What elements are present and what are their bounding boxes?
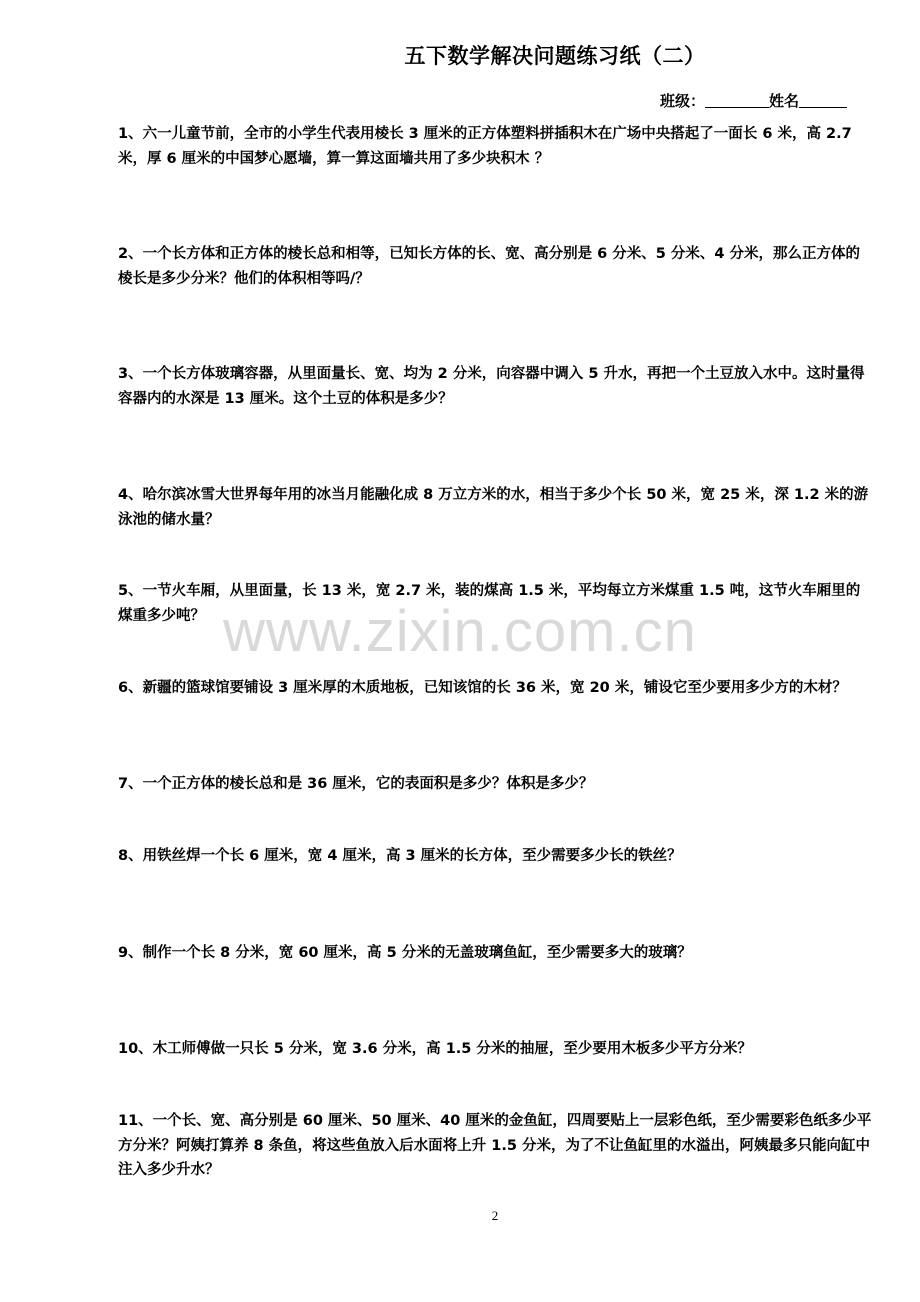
question-10: 10、木工师傅做一只长 5 分米，宽 3.6 分米，高 1.5 分米的抽屉，至少要用木板多少平方分米？: [118, 1041, 752, 1057]
question-7: 7、一个正方体的棱长总和是 36 厘米，它的表面积是多少？体积是多少？: [118, 776, 594, 792]
question-6: 6、新疆的篮球馆要铺设 3 厘米厚的木质地板，已知该馆的长 36 米，宽 20 米，铺设它至少要用多少方的木材？: [118, 680, 847, 696]
class-blank: [705, 93, 769, 108]
question-5: 5、一节火车厢，从里面量，长 13 米，宽 2.7 米，装的煤高 1.5 米，平均每立方米煤重 1.5 吨，这节火车厢里的煤重多少吨？: [118, 583, 861, 624]
question-3: 3、一个长方体玻璃容器，从里面量长、宽、均为 2 分米，向容器中调入 5 升水，再把一个土豆放入水中。这时量得容器内的水深是 13 厘米。这个土豆的体积是多少？: [118, 366, 865, 407]
watermark: www.zixin.com.cn: [223, 599, 697, 664]
question-11: 11、一个长、宽、高分别是 60 厘米、50 厘米、40 厘米的金鱼缸，四周要贴上一层彩色纸，至少需要彩色纸多少平方分米？阿姨打算养 8 条鱼，将这些鱼放入后水面将上升 1.5 分米，为了不让鱼缸里的水溢出，阿姨最多只能向缸中注入多少升水？: [118, 1113, 872, 1178]
name-blank: [799, 93, 847, 108]
class-label: 班级：: [660, 92, 706, 110]
question-4: 4、哈尔滨冰雪大世界每年用的冰当月能融化成 8 万立方米的水，相当于多少个长 50 米，宽 25 米，深 1.2 米的游泳池的储水量？: [118, 487, 869, 528]
question-1: 1、六一儿童节前，全市的小学生代表用棱长 3 厘米的正方体塑料拼插积木在广场中央搭起了一面长 6 米，高 2.7 米，厚 6 厘米的中国梦心愿墙，算一算这面墙共用了多少块积木 ？: [118, 126, 852, 167]
page-title: 五下数学解决问题练习纸（二）: [404, 44, 706, 68]
name-label: 姓名: [769, 92, 800, 110]
page-number: 2: [491, 1208, 499, 1223]
class-name-line: [660, 90, 847, 111]
question-2: 2、一个长方体和正方体的棱长总和相等，已知长方体的长、宽、高分别是 6 分米、5 分米、4 分米，那么正方体的棱长是多少分米？他们的体积相等吗/？: [118, 246, 861, 287]
question-9: 9、制作一个长 8 分米，宽 60 厘米，高 5 分米的无盖玻璃鱼缸，至少需要多大的玻璃？: [118, 945, 692, 961]
question-8: 8、用铁丝焊一个长 6 厘米，宽 4 厘米，高 3 厘米的长方体，至少需要多少长的铁丝？: [118, 848, 682, 864]
